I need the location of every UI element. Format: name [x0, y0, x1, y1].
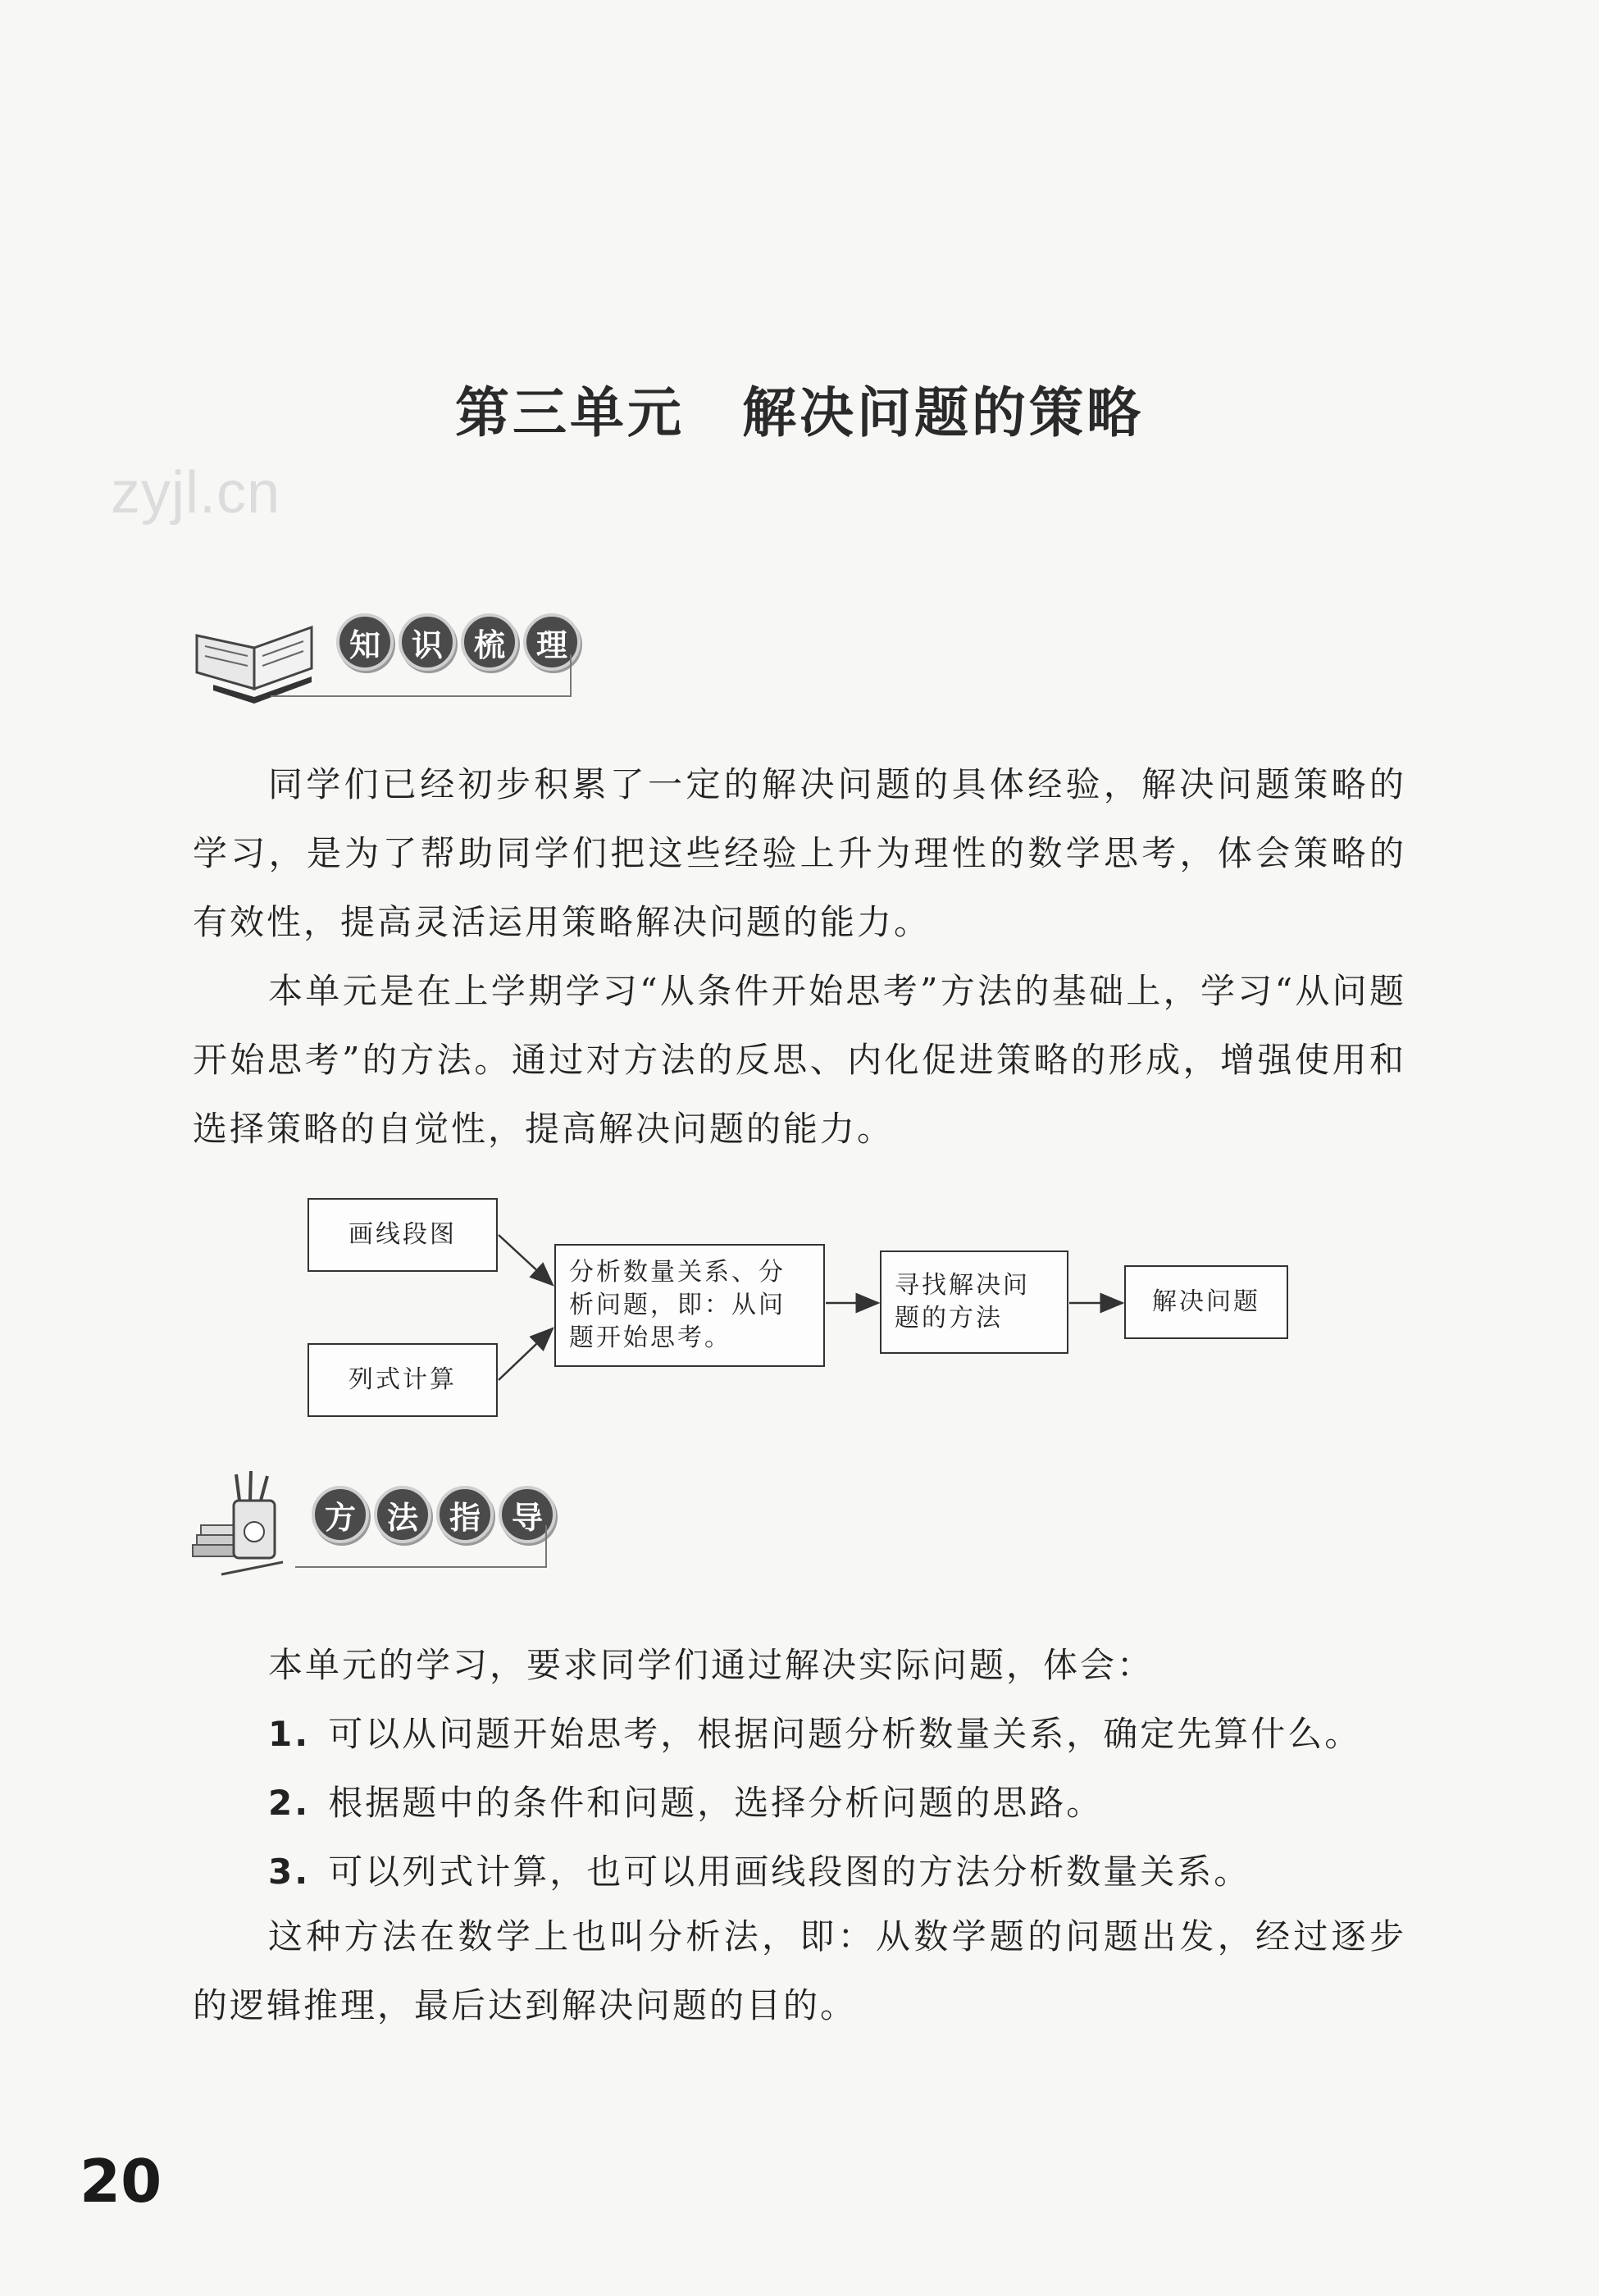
badge-char: 指: [436, 1486, 494, 1543]
flow-box-equation: 列式计算: [308, 1343, 498, 1417]
section-header-knowledge: [189, 590, 574, 705]
badge-char: 梳: [461, 613, 518, 671]
badge-char: 知: [336, 613, 394, 671]
paragraph-intro: 同学们已经初步积累了一定的解决问题的具体经验，解决问题策略的学习，是为了帮助同学们把这些经验上升为理性的数学思考，体会策略的有效性，提高灵活运用策略解决问题的能力。: [193, 764, 1406, 942]
method-intro: 本单元的学习，要求同学们通过解决实际问题，体会：: [268, 1645, 1155, 1685]
page-number: 20: [80, 2147, 162, 2216]
badge-char: 方: [312, 1486, 369, 1543]
arrow-icon: [499, 1235, 553, 1285]
paragraph-analysis: 这种方法在数学上也叫分析法，即：从数学题的问题出发，经过逐步的逻辑推理，最后达到解决问题的目的。: [193, 1916, 1406, 2025]
section-underline: [295, 1525, 547, 1568]
list-item: [268, 1776, 1103, 1825]
list-item-text: 可以从问题开始思考，根据问题分析数量关系，确定先算什么。: [328, 1714, 1362, 1754]
list-item-number: 2.: [268, 1783, 311, 1823]
arrow-icon: [499, 1328, 553, 1380]
flow-box-line-diagram: 画线段图: [308, 1198, 498, 1272]
paragraph-unit: 本单元是在上学期学习“从条件开始思考”方法的基础上，学习“从问题开始思考”的方法。通过对方法的反思、内化促进策略的形成，增强使用和选择策略的自觉性，提高解决问题的能力。: [193, 971, 1406, 1149]
section-header-method: [189, 1468, 549, 1583]
flow-box-solve: 解决问题: [1124, 1265, 1288, 1339]
badge-char: 导: [499, 1486, 556, 1543]
page-title: 第三单元 解决问题的策略: [455, 381, 1144, 444]
section-underline: [271, 654, 572, 697]
badge-char: 理: [523, 613, 581, 671]
badge-char: 法: [374, 1486, 431, 1543]
list-item-number: 1.: [268, 1714, 311, 1754]
flowchart: [303, 1193, 1287, 1423]
list-item-number: 3.: [268, 1852, 311, 1892]
flow-box-find-method: 寻找解决问题的方法: [880, 1250, 1068, 1354]
pencil-cup-icon: [189, 1468, 295, 1583]
watermark: zyjl.cn: [111, 460, 281, 526]
list-item-text: 可以列式计算，也可以用画线段图的方法分析数量关系。: [328, 1852, 1251, 1892]
list-item: [268, 1707, 1361, 1756]
badge-char: 识: [399, 613, 456, 671]
list-item-text: 根据题中的条件和问题，选择分析问题的思路。: [328, 1783, 1104, 1823]
flow-box-analyze: 分析数量关系、分析问题，即：从问题开始思考。: [554, 1244, 825, 1367]
list-item: [268, 1845, 1250, 1894]
